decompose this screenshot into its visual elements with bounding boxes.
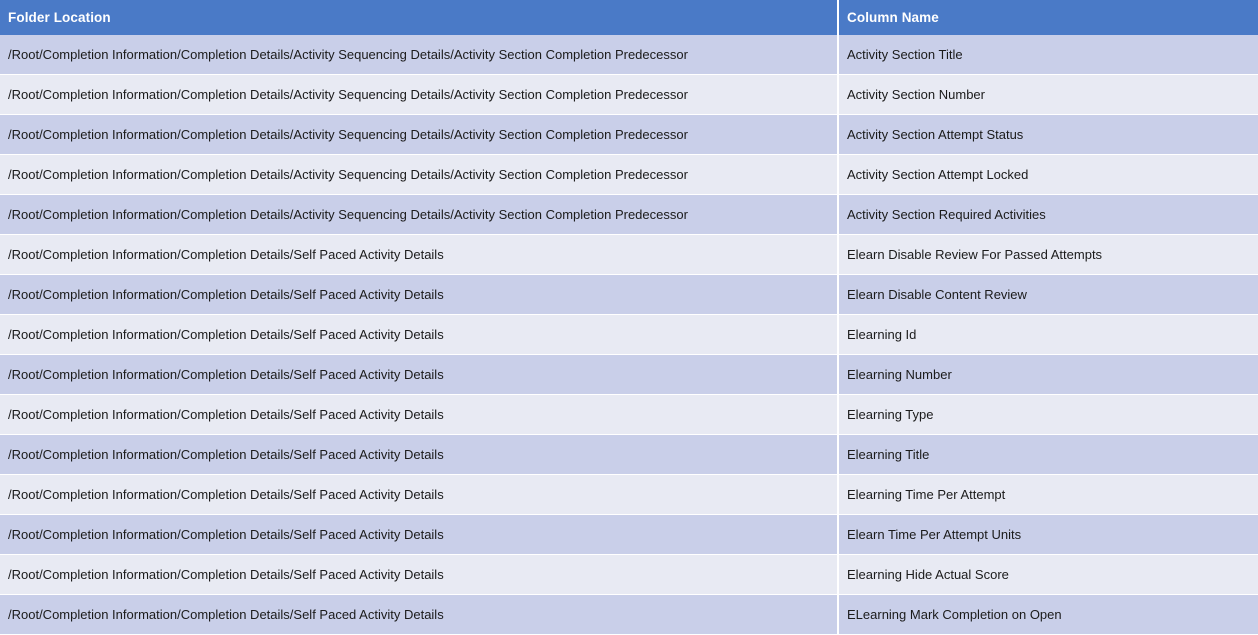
column-header-folder-location: Folder Location xyxy=(0,0,838,35)
cell-column-name: Elearning Title xyxy=(838,435,1258,475)
cell-folder-location: /Root/Completion Information/Completion Details/Self Paced Activity Details xyxy=(0,315,838,355)
table-row xyxy=(0,155,1258,195)
cell-folder-location: /Root/Completion Information/Completion Details/Self Paced Activity Details xyxy=(0,275,838,315)
cell-column-name: Activity Section Number xyxy=(838,75,1258,115)
table-body xyxy=(0,35,1258,635)
cell-column-name: Elearn Time Per Attempt Units xyxy=(838,515,1258,555)
cell-column-name: Elearning Id xyxy=(838,315,1258,355)
table-row xyxy=(0,235,1258,275)
cell-folder-location: /Root/Completion Information/Completion Details/Activity Sequencing Details/Activity Section Completion Predecessor xyxy=(0,35,838,75)
cell-column-name: Elearning Number xyxy=(838,355,1258,395)
table-row xyxy=(0,395,1258,435)
table-header-row xyxy=(0,0,1258,35)
cell-folder-location: /Root/Completion Information/Completion Details/Activity Sequencing Details/Activity Section Completion Predecessor xyxy=(0,195,838,235)
table-row xyxy=(0,275,1258,315)
table-row xyxy=(0,35,1258,75)
table-row xyxy=(0,555,1258,595)
cell-folder-location: /Root/Completion Information/Completion Details/Activity Sequencing Details/Activity Section Completion Predecessor xyxy=(0,155,838,195)
table-row xyxy=(0,595,1258,635)
cell-column-name: Elearning Time Per Attempt xyxy=(838,475,1258,515)
table-row xyxy=(0,515,1258,555)
cell-folder-location: /Root/Completion Information/Completion Details/Self Paced Activity Details xyxy=(0,435,838,475)
cell-folder-location: /Root/Completion Information/Completion Details/Self Paced Activity Details xyxy=(0,515,838,555)
table-row xyxy=(0,315,1258,355)
cell-folder-location: /Root/Completion Information/Completion Details/Self Paced Activity Details xyxy=(0,395,838,435)
cell-column-name: Elearning Hide Actual Score xyxy=(838,555,1258,595)
column-header-column-name: Column Name xyxy=(838,0,1258,35)
cell-folder-location: /Root/Completion Information/Completion Details/Self Paced Activity Details xyxy=(0,595,838,635)
cell-column-name: Activity Section Required Activities xyxy=(838,195,1258,235)
cell-column-name: ELearning Mark Completion on Open xyxy=(838,595,1258,635)
table-row xyxy=(0,115,1258,155)
cell-folder-location: /Root/Completion Information/Completion Details/Self Paced Activity Details xyxy=(0,475,838,515)
cell-folder-location: /Root/Completion Information/Completion Details/Activity Sequencing Details/Activity Section Completion Predecessor xyxy=(0,75,838,115)
table-row xyxy=(0,195,1258,235)
table-row xyxy=(0,475,1258,515)
cell-folder-location: /Root/Completion Information/Completion Details/Self Paced Activity Details xyxy=(0,235,838,275)
table-row xyxy=(0,75,1258,115)
cell-folder-location: /Root/Completion Information/Completion Details/Activity Sequencing Details/Activity Section Completion Predecessor xyxy=(0,115,838,155)
table-header xyxy=(0,0,1258,35)
table-row xyxy=(0,355,1258,395)
table-row xyxy=(0,435,1258,475)
cell-folder-location: /Root/Completion Information/Completion Details/Self Paced Activity Details xyxy=(0,555,838,595)
cell-column-name: Activity Section Title xyxy=(838,35,1258,75)
cell-column-name: Elearn Disable Content Review xyxy=(838,275,1258,315)
cell-folder-location: /Root/Completion Information/Completion Details/Self Paced Activity Details xyxy=(0,355,838,395)
cell-column-name: Activity Section Attempt Locked xyxy=(838,155,1258,195)
cell-column-name: Elearning Type xyxy=(838,395,1258,435)
cell-column-name: Elearn Disable Review For Passed Attempts xyxy=(838,235,1258,275)
cell-column-name: Activity Section Attempt Status xyxy=(838,115,1258,155)
